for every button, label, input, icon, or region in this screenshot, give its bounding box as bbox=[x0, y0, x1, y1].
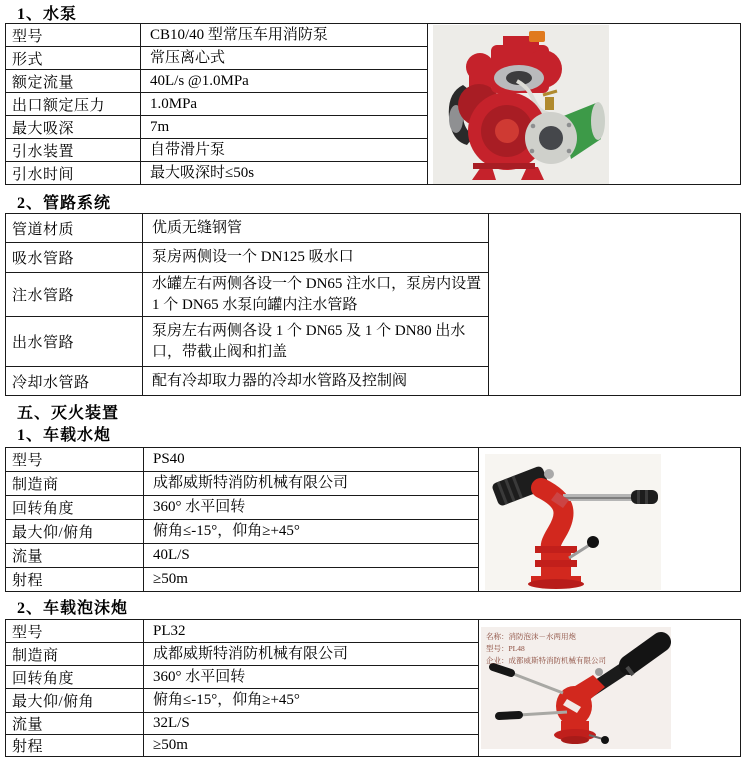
spec-label-cell: 流量 bbox=[6, 713, 144, 735]
spec-label-cell: 最大仰/俯角 bbox=[6, 689, 144, 713]
spec-value-cell: 1.0MPa bbox=[141, 93, 428, 116]
section-heading-pump: 1、水泵 bbox=[17, 6, 78, 23]
spec-value-cell: 俯角≤-15°，仰角≥+45° bbox=[144, 689, 479, 713]
spec-value-cell: ≥50m bbox=[144, 735, 479, 757]
spec-label-cell: 射程 bbox=[6, 568, 144, 592]
spec-value-cell: 40L/S bbox=[144, 544, 479, 568]
section-heading-piping: 2、管路系统 bbox=[17, 195, 112, 212]
spec-label-cell: 型号 bbox=[6, 620, 144, 643]
spec-label-cell: 制造商 bbox=[6, 472, 144, 496]
spec-value-cell: 40L/s @1.0MPa bbox=[141, 70, 428, 93]
spec-value-cell: 水罐左右两侧各设一个 DN65 注水口，泵房内设置 1 个 DN65 水泵向罐内注水管路 bbox=[143, 273, 489, 317]
spec-value-cell: PL32 bbox=[144, 620, 479, 643]
section-heading-extinguishing: 五、灭火装置 bbox=[17, 405, 120, 422]
spec-value-cell: 360° 水平回转 bbox=[144, 496, 479, 520]
photo-caption-model: 型号：PL48 bbox=[486, 644, 525, 653]
spec-value-cell: 成都威斯特消防机械有限公司 bbox=[144, 643, 479, 666]
spec-value-cell: 常压离心式 bbox=[141, 47, 428, 70]
spec-label-cell: 最大吸深 bbox=[6, 116, 141, 139]
spec-value-cell: 360° 水平回转 bbox=[144, 666, 479, 689]
spec-value-cell: 最大吸深时≤50s bbox=[141, 162, 428, 185]
spec-label-cell: 型号 bbox=[6, 24, 141, 47]
spec-label-cell: 引水时间 bbox=[6, 162, 141, 185]
water-cannon-photo-cell bbox=[479, 448, 741, 592]
spec-value-cell: 自带滑片泵 bbox=[141, 139, 428, 162]
water-cannon-photo bbox=[485, 454, 661, 590]
piping-empty-cell bbox=[489, 214, 741, 396]
spec-label-cell: 制造商 bbox=[6, 643, 144, 666]
section-heading-foam-cannon: 2、车载泡沫炮 bbox=[17, 600, 129, 617]
spec-label-cell: 出水管路 bbox=[6, 317, 143, 367]
spec-value-cell: 泵房左右两侧各设 1 个 DN65 及 1 个 DN80 出水口，带截止阀和扪盖 bbox=[143, 317, 489, 367]
spec-value-cell: 成都威斯特消防机械有限公司 bbox=[144, 472, 479, 496]
spec-value-cell: 配有冷却取力器的冷却水管路及控制阀 bbox=[143, 367, 489, 396]
spec-label-cell: 最大仰/俯角 bbox=[6, 520, 144, 544]
spec-label-cell: 吸水管路 bbox=[6, 243, 143, 273]
spec-value-cell: 32L/S bbox=[144, 713, 479, 735]
spec-label-cell: 管道材质 bbox=[6, 214, 143, 243]
section-heading-water-cannon: 1、车载水炮 bbox=[17, 427, 112, 444]
spec-label-cell: 型号 bbox=[6, 448, 144, 472]
water-cannon-spec-table bbox=[5, 447, 741, 592]
fire-pump-photo bbox=[433, 25, 609, 184]
spec-label-cell: 额定流量 bbox=[6, 70, 141, 93]
spec-label-cell: 回转角度 bbox=[6, 496, 144, 520]
spec-label-cell: 冷却水管路 bbox=[6, 367, 143, 396]
spec-value-cell: 俯角≤-15°，仰角≥+45° bbox=[144, 520, 479, 544]
spec-label-cell: 射程 bbox=[6, 735, 144, 757]
foam-cannon-spec-table bbox=[5, 619, 741, 757]
spec-label-cell: 流量 bbox=[6, 544, 144, 568]
foam-cannon-photo bbox=[481, 627, 671, 749]
spec-label-cell: 出口额定压力 bbox=[6, 93, 141, 116]
spec-value-cell: PS40 bbox=[144, 448, 479, 472]
spec-value-cell: ≥50m bbox=[144, 568, 479, 592]
spec-label-cell: 回转角度 bbox=[6, 666, 144, 689]
spec-label-cell: 引水装置 bbox=[6, 139, 141, 162]
spec-value-cell: 7m bbox=[141, 116, 428, 139]
spec-label-cell: 形式 bbox=[6, 47, 141, 70]
spec-label-cell: 注水管路 bbox=[6, 273, 143, 317]
spec-value-cell: 优质无缝钢管 bbox=[143, 214, 489, 243]
pump-photo-cell bbox=[428, 24, 741, 185]
photo-caption-company: 企业：成都威斯特消防机械有限公司 bbox=[486, 656, 606, 665]
piping-spec-table bbox=[5, 213, 741, 396]
photo-caption-name: 名称：消防泡沫－水两用炮 bbox=[486, 632, 576, 641]
pump-spec-table bbox=[5, 23, 741, 185]
spec-value-cell: CB10/40 型常压车用消防泵 bbox=[141, 24, 428, 47]
foam-cannon-photo-cell bbox=[479, 620, 741, 757]
spec-value-cell: 泵房两侧设一个 DN125 吸水口 bbox=[143, 243, 489, 273]
